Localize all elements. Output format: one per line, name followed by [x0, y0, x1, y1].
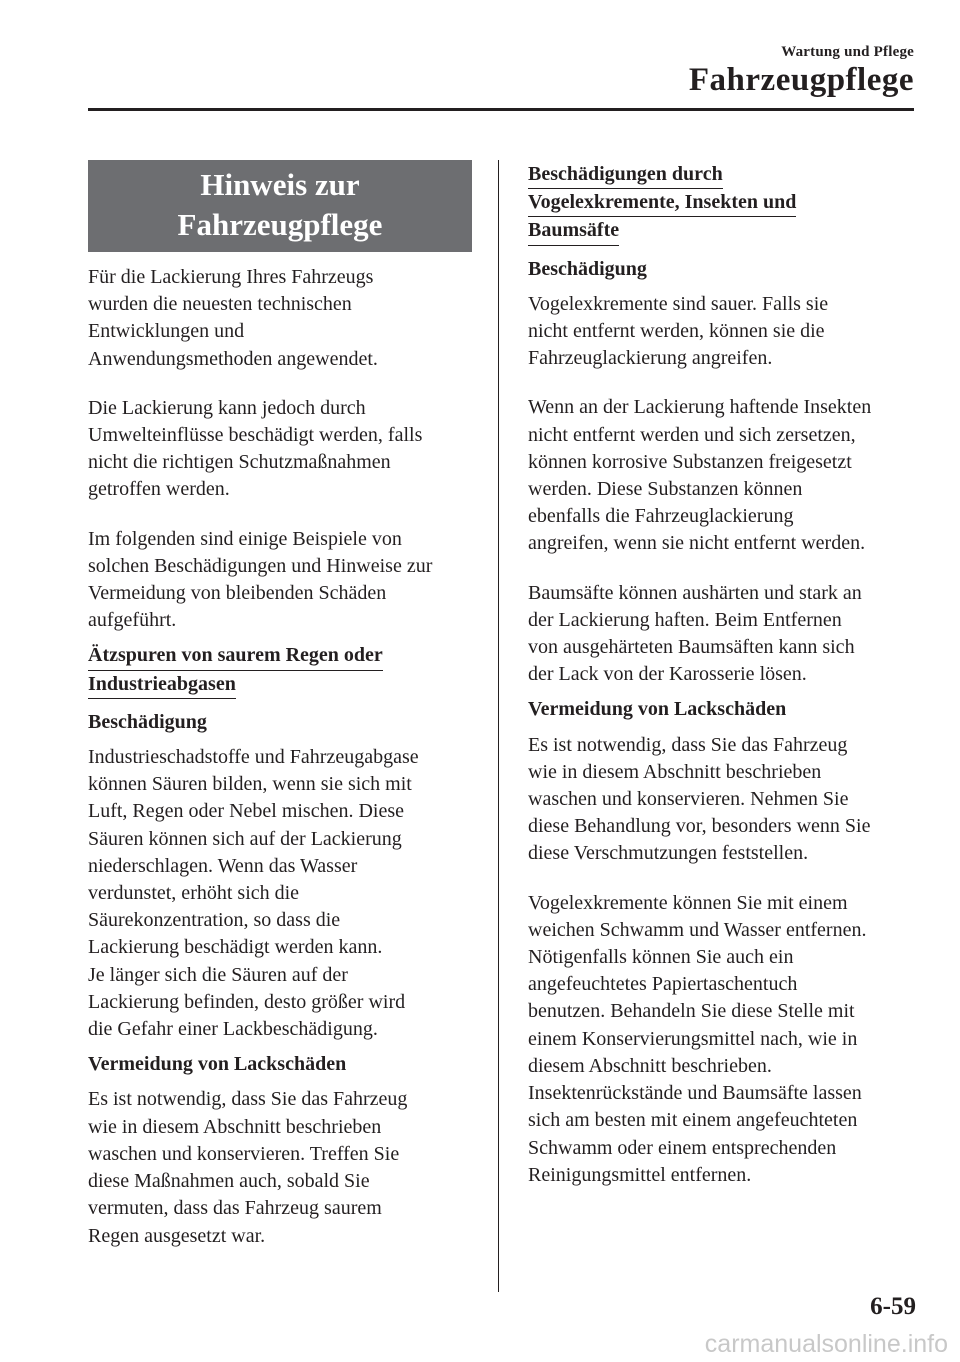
text-line: Anwendungsmethoden angewendet. [88, 347, 378, 370]
prevention-paragraph [528, 732, 918, 868]
page-title: Fahrzeugpflege [688, 62, 914, 98]
text-line: Vogelexkremente können Sie mit einem [528, 891, 848, 914]
text-line: wie in diesem Abschnitt beschrieben [528, 760, 822, 783]
text-line: angreifen, wenn sie nicht entfernt werden. [528, 532, 866, 555]
prevention-heading: Vermeidung von Lackschäden [88, 1053, 347, 1076]
left-column [88, 160, 472, 1250]
section-heading-line: Vogelexkremente, Insekten und [528, 189, 796, 217]
prevention-heading: Vermeidung von Lackschäden [528, 698, 787, 721]
text-line: einem Konservierungsmittel nach, wie in [528, 1027, 858, 1050]
text-line: nicht entfernt werden und sich zersetzen, [528, 423, 856, 446]
text-line: Umwelteinflüsse beschädigt werden, falls [88, 424, 423, 447]
banner-line: Fahrzeugpflege [177, 207, 383, 242]
damage-paragraph [528, 394, 918, 557]
text-line: Industrieschadstoffe und Fahrzeugabgase [88, 746, 419, 769]
text-line: Luft, Regen oder Nebel mischen. Diese [88, 800, 405, 823]
text-line: der Lack von der Karosserie lösen. [528, 663, 807, 686]
text-line: waschen und konservieren. Nehmen Sie [528, 788, 849, 811]
text-line: Lackierung beschädigt werden kann. [88, 936, 383, 959]
column-divider [498, 160, 499, 1292]
prevention-paragraph [88, 1086, 472, 1249]
text-line: diesem Abschnitt beschrieben. [528, 1054, 772, 1077]
text-line: werden. Diese Substanzen können [528, 478, 803, 501]
text-line: Die Lackierung kann jedoch durch [88, 396, 366, 419]
section-banner [88, 160, 472, 252]
section-heading-line: Baumsäfte [528, 217, 619, 245]
text-line: Baumsäfte können aushärten und stark an [528, 581, 862, 604]
text-line: Lackierung befinden, desto größer wird [88, 990, 406, 1013]
banner-line: Hinweis zur [200, 167, 360, 202]
text-line: können korrosive Substanzen freigesetzt [528, 450, 852, 473]
intro-paragraph [88, 395, 472, 504]
text-line: Vogelexkremente sind sauer. Falls sie [528, 292, 829, 315]
text-line: Schwamm oder einem entsprechenden [528, 1136, 837, 1159]
text-line: sich am besten mit einem angefeuchteten [528, 1109, 858, 1132]
text-line: solchen Beschädigungen und Hinweise zur [88, 554, 433, 577]
text-line: ebenfalls die Fahrzeuglackierung [528, 505, 794, 528]
damage-paragraph [88, 744, 472, 1043]
text-line: benutzen. Behandeln Sie diese Stelle mit [528, 1000, 855, 1023]
prevention-paragraph [528, 890, 918, 1189]
text-line: angefeuchtetes Papiertaschentuch [528, 973, 798, 996]
text-line: Vermeidung von bleibenden Schäden [88, 582, 387, 605]
damage-heading: Beschädigung [528, 257, 647, 280]
text-line: Wenn an der Lackierung haftende Insekten [528, 396, 872, 419]
text-line: nicht entfernt werden, können sie die [528, 320, 825, 343]
text-line: nicht die richtigen Schutzmaßnahmen [88, 451, 391, 474]
watermark: carmanualsonline.info [704, 1330, 948, 1358]
text-line: waschen und konservieren. Treffen Sie [88, 1142, 400, 1165]
text-line: Im folgenden sind einige Beispiele von [88, 527, 402, 550]
section-heading-line: Beschädigungen durch [528, 161, 723, 189]
damage-paragraph [528, 580, 918, 689]
damage-heading: Beschädigung [88, 710, 207, 733]
text-line: diese Maßnahmen auch, sobald Sie [88, 1170, 370, 1193]
text-line: Es ist notwendig, dass Sie das Fahrzeug [528, 733, 848, 756]
damage-paragraph [528, 291, 918, 373]
text-line: Entwicklungen und [88, 320, 245, 343]
text-line: Fahrzeuglackierung angreifen. [528, 347, 773, 370]
text-line: Nötigenfalls können Sie auch ein [528, 946, 794, 969]
intro-paragraph [88, 526, 472, 635]
text-line: Regen ausgesetzt war. [88, 1224, 266, 1247]
text-line: wie in diesem Abschnitt beschrieben [88, 1115, 382, 1138]
text-line: niederschlagen. Wenn das Wasser [88, 854, 358, 877]
section-heading-line: Ätzspuren von saurem Regen oder [88, 642, 383, 670]
text-line: verdunstet, erhöht sich die [88, 882, 300, 905]
text-line: Säuren können sich auf der Lackierung [88, 827, 402, 850]
section-heading-line: Industrieabgasen [88, 671, 236, 699]
text-line: von ausgehärteten Baumsäften kann sich [528, 636, 855, 659]
text-line: diese Verschmutzungen feststellen. [528, 842, 809, 865]
text-line: können Säuren bilden, wenn sie sich mit [88, 773, 412, 796]
text-line: Säurekonzentration, so dass die [88, 909, 341, 932]
header-rule [88, 108, 914, 111]
text-line: diese Behandlung vor, besonders wenn Sie [528, 815, 871, 838]
text-line: vermuten, dass das Fahrzeug saurem [88, 1197, 382, 1220]
right-column [528, 161, 918, 1189]
chapter-label: Wartung und Pflege [781, 44, 914, 60]
text-line: getroffen werden. [88, 478, 230, 501]
text-line: Insektenrückstände und Baumsäfte lassen [528, 1082, 862, 1105]
text-line: weichen Schwamm und Wasser entfernen. [528, 918, 867, 941]
text-line: die Gefahr einer Lackbeschädigung. [88, 1018, 378, 1041]
text-line: der Lackierung haften. Beim Entfernen [528, 608, 842, 631]
text-line: Es ist notwendig, dass Sie das Fahrzeug [88, 1088, 408, 1111]
text-line: aufgeführt. [88, 609, 177, 632]
section-heading [88, 642, 472, 698]
text-line: Je länger sich die Säuren auf der [88, 963, 348, 986]
page-number: 6-59 [870, 1293, 916, 1320]
intro-paragraph [88, 264, 472, 373]
section-heading [528, 161, 918, 246]
text-line: Reinigungsmittel entfernen. [528, 1163, 752, 1186]
text-line: wurden die neuesten technischen [88, 293, 352, 316]
text-line: Für die Lackierung Ihres Fahrzeugs [88, 266, 374, 288]
